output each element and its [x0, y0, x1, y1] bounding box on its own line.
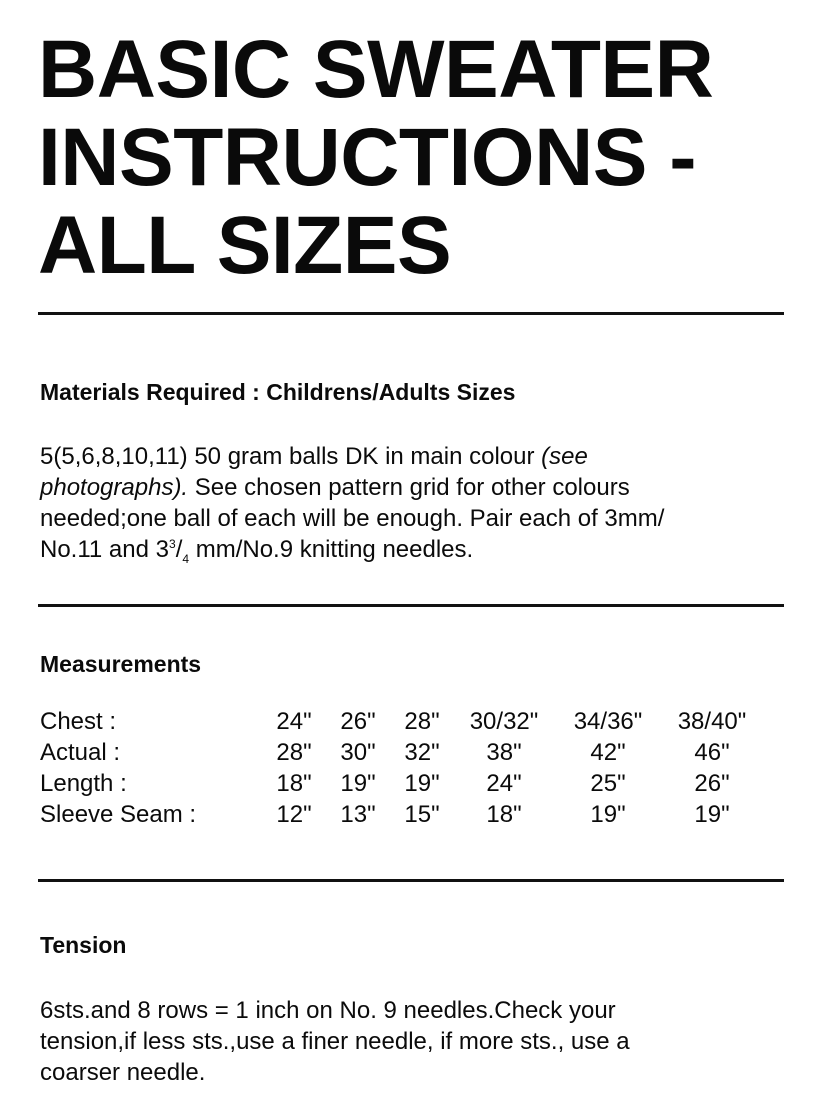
divider-rule	[38, 312, 784, 315]
table-cell: 19"	[694, 801, 730, 828]
table-cell: 30/32"	[469, 708, 539, 735]
measurements-table	[40, 706, 762, 830]
table-cell: 42"	[590, 739, 626, 766]
materials-text: mm/No.9 knitting needles.	[189, 536, 474, 563]
table-cell: 15"	[404, 801, 440, 828]
measurements-heading: Measurements	[40, 651, 202, 677]
materials-text: No.11 and 3	[40, 536, 169, 563]
table-cell: 38"	[486, 739, 522, 766]
table-row	[40, 768, 762, 799]
table-cell: 28"	[404, 708, 440, 735]
table-row	[40, 737, 762, 768]
tension-heading: Tension	[40, 932, 127, 958]
tension-line-3: coarser needle.	[40, 1059, 206, 1086]
table-cell: 18"	[276, 770, 312, 797]
table-cell: 13"	[340, 801, 376, 828]
table-cell: 30"	[340, 739, 376, 766]
fraction-slash: /	[175, 536, 183, 563]
table-cell: 19"	[590, 801, 626, 828]
table-cell: 18"	[486, 801, 522, 828]
materials-line-4	[40, 534, 800, 565]
materials-italic-text: (see	[541, 443, 588, 470]
table-cell: 28"	[276, 739, 312, 766]
table-cell: 24"	[486, 770, 522, 797]
table-row	[40, 799, 762, 830]
table-cell: 38/40"	[677, 708, 747, 735]
tension-paragraph	[40, 995, 800, 1088]
table-cell: 46"	[694, 739, 730, 766]
materials-line-2	[40, 472, 800, 503]
table-cell: 32"	[404, 739, 440, 766]
materials-paragraph	[40, 441, 800, 565]
title-line-2: INSTRUCTIONS -	[38, 112, 697, 203]
row-label: Sleeve Seam :	[40, 801, 197, 828]
table-cell: 19"	[404, 770, 440, 797]
materials-line-3: needed;one ball of each will be enough. Pair each of 3mm/	[40, 505, 665, 532]
divider-rule	[38, 604, 784, 607]
title-line-1: BASIC SWEATER	[38, 24, 714, 115]
tension-line-1: 6sts.and 8 rows = 1 inch on No. 9 needles.Check your	[40, 997, 616, 1024]
table-cell: 19"	[340, 770, 376, 797]
table-cell: 26"	[694, 770, 730, 797]
divider-rule	[38, 879, 784, 882]
materials-italic-text: photographs).	[40, 474, 189, 501]
table-cell: 34/36"	[573, 708, 643, 735]
table-cell: 12"	[276, 801, 312, 828]
materials-text: 5(5,6,8,10,11) 50 gram balls DK in main colour	[40, 443, 542, 470]
table-cell: 24"	[276, 708, 312, 735]
tension-line-2: tension,if less sts.,use a finer needle, if more sts., use a	[40, 1028, 630, 1055]
title-line-3: ALL SIZES	[38, 200, 452, 291]
fraction-numerator: 3	[169, 537, 176, 551]
row-label: Length :	[40, 770, 127, 797]
table-row	[40, 706, 762, 737]
page-title	[38, 26, 713, 290]
materials-text: See chosen pattern grid for other colours	[188, 474, 630, 501]
materials-line-1	[40, 441, 800, 472]
table-cell: 25"	[590, 770, 626, 797]
materials-heading: Materials Required : Childrens/Adults Sizes	[40, 379, 516, 405]
row-label: Chest :	[40, 708, 117, 735]
table-cell: 26"	[340, 708, 376, 735]
row-label: Actual :	[40, 739, 121, 766]
fraction-denominator: 4	[182, 551, 190, 566]
